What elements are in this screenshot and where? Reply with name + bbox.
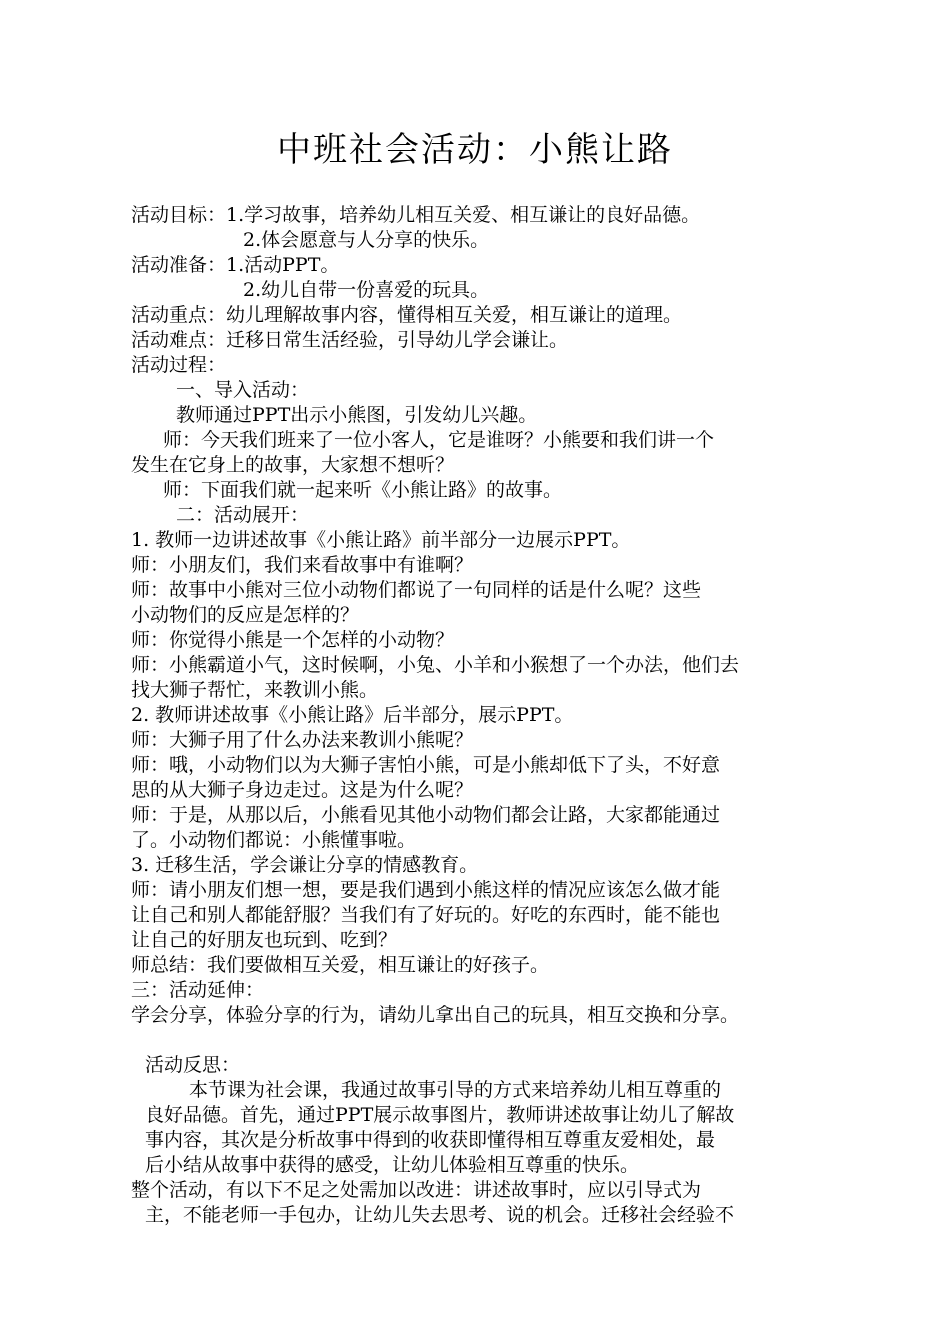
- goal-line-1: 活动目标：1.学习故事，培养幼儿相互关爱、相互谦让的良好品德。: [131, 204, 701, 226]
- text-line: 师总结：我们要做相互关爱，相互谦让的好孩子。: [131, 954, 550, 976]
- text-line: 师：请小朋友们想一想，要是我们遇到小熊这样的情况应该怎么做才能: [131, 879, 721, 901]
- reflection-line: 良好品德。首先，通过PPT展示故事图片，教师讲述故事让幼儿了解故: [145, 1104, 735, 1126]
- text-line: 找大狮子帮忙，来教训小熊。: [131, 679, 379, 701]
- section-heading-intro: 一、导入活动：: [176, 379, 310, 401]
- prep-line-1: 活动准备：1.活动PPT。: [131, 254, 340, 276]
- text-line: 1. 教师一边讲述故事《小熊让路》前半部分一边展示PPT。: [131, 529, 631, 551]
- text-line: 师：下面我们就一起来听《小熊让路》的故事。: [163, 479, 563, 501]
- text-line: 学会分享，体验分享的行为，请幼儿拿出自己的玩具，相互交换和分享。: [131, 1004, 740, 1026]
- key-point-line: 活动重点：幼儿理解故事内容，懂得相互关爱，相互谦让的道理。: [131, 304, 683, 326]
- document-title: 中班社会活动：小熊让路: [277, 130, 673, 170]
- reflection-heading: 活动反思：: [145, 1054, 241, 1076]
- text-line: 师：今天我们班来了一位小客人，它是谁呀？小熊要和我们讲一个: [163, 429, 715, 451]
- text-line: 师：哦，小动物们以为大狮子害怕小熊，可是小熊却低下了头，不好意: [131, 754, 721, 776]
- text-line: 了。小动物们都说：小熊懂事啦。: [131, 829, 417, 851]
- text-line: 师：你觉得小熊是一个怎样的小动物？: [131, 629, 455, 651]
- text-line: 让自己和别人都能舒服？当我们有了好玩的。好吃的东西时，能不能也: [131, 904, 721, 926]
- reflection-line: 本节课为社会课，我通过故事引导的方式来培养幼儿相互尊重的: [189, 1079, 722, 1101]
- section-heading-expand: 二：活动展开：: [176, 504, 310, 526]
- reflection-line: 事内容，其次是分析故事中得到的收获即懂得相互尊重友爱相处，最: [145, 1129, 716, 1151]
- difficulty-line: 活动难点：迁移日常生活经验，引导幼儿学会谦让。: [131, 329, 569, 351]
- reflection-line: 主，不能老师一手包办，让幼儿失去思考、说的机会。迁移社会经验不: [145, 1204, 735, 1226]
- process-heading: 活动过程：: [131, 354, 227, 376]
- reflection-line: 整个活动，有以下不足之处需加以改进：讲述故事时，应以引导式为: [131, 1179, 702, 1201]
- text-line: 师：小朋友们，我们来看故事中有谁啊？: [131, 554, 474, 576]
- goal-line-2: 2.体会愿意与人分享的快乐。: [243, 229, 490, 251]
- text-line: 师：大狮子用了什么办法来教训小熊呢？: [131, 729, 474, 751]
- text-line: 小动物们的反应是怎样的？: [131, 604, 360, 626]
- reflection-line: 后小结从故事中获得的感受，让幼儿体验相互尊重的快乐。: [145, 1154, 640, 1176]
- text-line: 2. 教师讲述故事《小熊让路》后半部分，展示PPT。: [131, 704, 574, 726]
- section-heading-extension: 三：活动延伸：: [131, 979, 265, 1001]
- text-line: 发生在它身上的故事，大家想不想听？: [131, 454, 455, 476]
- text-line: 师：于是，从那以后，小熊看见其他小动物们都会让路，大家都能通过: [131, 804, 721, 826]
- text-line: 教师通过PPT出示小熊图，引发幼儿兴趣。: [176, 404, 538, 426]
- text-line: 3. 迁移生活，学会谦让分享的情感教育。: [131, 854, 479, 876]
- text-line: 让自己的好朋友也玩到、吃到？: [131, 929, 398, 951]
- text-line: 师：故事中小熊对三位小动物们都说了一句同样的话是什么呢？这些: [131, 579, 702, 601]
- text-line: 思的从大狮子身边走过。这是为什么呢？: [131, 779, 474, 801]
- text-line: 师：小熊霸道小气，这时候啊，小兔、小羊和小猴想了一个办法，他们去: [131, 654, 740, 676]
- prep-line-2: 2.幼儿自带一份喜爱的玩具。: [243, 279, 490, 301]
